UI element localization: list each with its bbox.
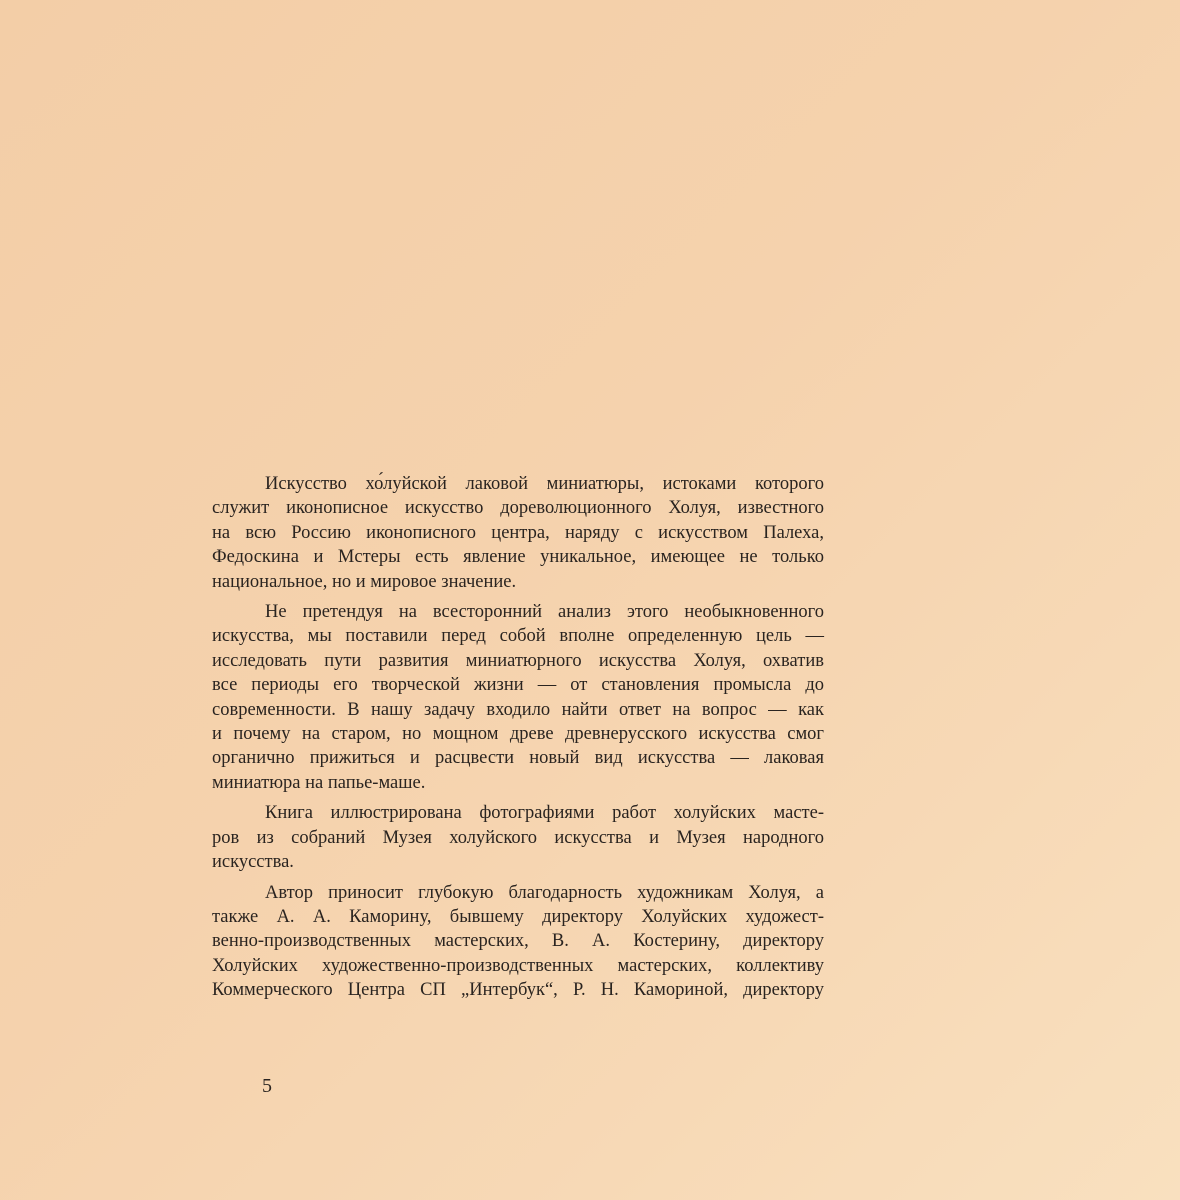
text-line: Книга иллюстрирована фотографиями работ холуйских масте- [265,803,824,824]
text-line: венно-производственных мастерских, В. А. Костерину, директору [212,931,824,952]
text-line: служит иконописное искусство дореволюционного Холуя, известного [212,498,824,519]
text-line: на всю Россию иконописного центра, наряду с искусством Палеха, [212,522,824,543]
text-line: также А. А. Каморину, бывшему директору Холуйских художест- [212,906,824,927]
text-line: искусства. [212,852,294,873]
text-line: Коммерческого Центра СП „Интербук“, Р. Н. Камориной, директору [212,980,824,1001]
text-line: Автор приносит глубокую благодарность художникам Холуя, а [265,882,824,903]
text-line: исследовать пути развития миниатюрного искусства Холуя, охватив [212,650,824,671]
paragraph-intro [212,472,824,594]
page-number: 5 [262,1075,272,1097]
text-line: Федоскина и Мстеры есть явление уникальное, имеющее не только [212,547,824,568]
text-line: искусства, мы поставили перед собой вполне определенную цель — [212,626,824,647]
text-line: миниатюра на папье-маше. [212,772,426,793]
text-line: Не претендуя на всесторонний анализ этого необыкновенного [265,602,824,623]
text-line: современности. В нашу задачу входило найти ответ на вопрос — как [212,699,824,720]
paragraph-purpose [212,600,824,795]
text-line: органично прижиться и расцвести новый вид искусства — лаковая [212,748,824,769]
text-line: Искусство хо́луйской лаковой миниатюры, истоками которого [265,474,824,494]
paragraph-illustrations [212,801,824,874]
text-line: ров из собраний Музея холуйского искусства и Музея народного [212,827,824,848]
text-line: и почему на старом, но мощном древе древнерусского искусства смог [212,724,824,745]
text-line: национальное, но и мировое значение. [212,571,517,592]
body-text [212,472,824,1009]
paragraph-acknowledgements [212,881,824,1003]
text-line: Холуйских художественно-производственных мастерских, коллективу [212,955,824,976]
text-line: все периоды его творческой жизни — от становления промысла до [212,675,824,696]
